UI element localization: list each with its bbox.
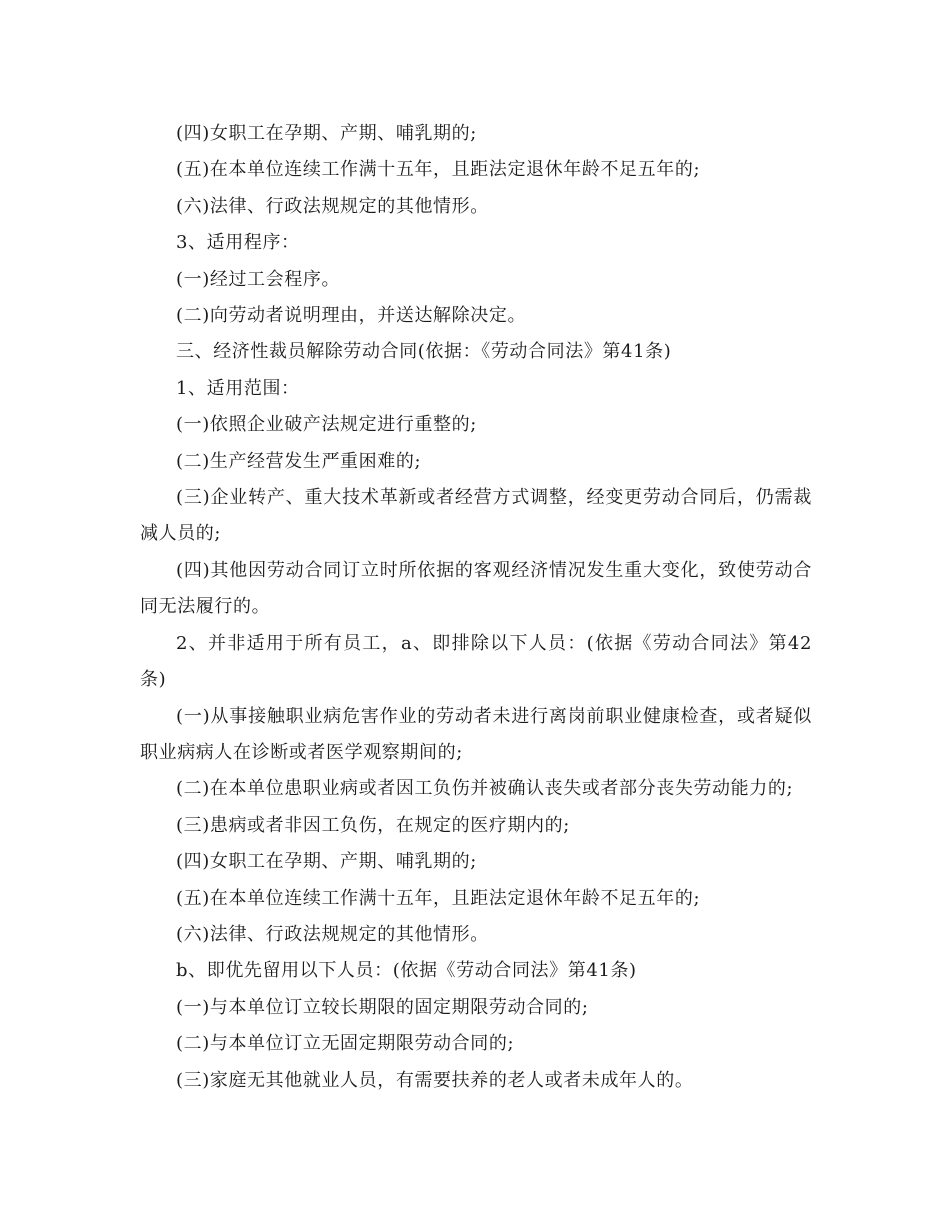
paragraph: (五)在本单位连续工作满十五年，且距法定退休年龄不足五年的; bbox=[176, 887, 701, 909]
paragraph: (三)患病或者非因工负伤，在规定的医疗期内的; bbox=[176, 814, 570, 836]
paragraph: (六)法律、行政法规规定的其他情形。 bbox=[176, 195, 489, 217]
paragraph: (二)向劳动者说明理由，并送达解除决定。 bbox=[176, 305, 527, 327]
paragraph: 1、适用范围： bbox=[176, 377, 300, 399]
section-heading: 三、经济性裁员解除劳动合同(依据：《劳动合同法》第41条) bbox=[176, 341, 672, 363]
paragraph: 3、适用程序： bbox=[176, 232, 300, 254]
paragraph: (三)家庭无其他就业人员，有需要扶养的老人或者未成年人的。 bbox=[176, 1069, 694, 1091]
paragraph: (一)从事接触职业病危害作业的劳动者未进行离岗前职业健康检查，或者疑似职业病病人在诊断或者医学观察期间的; bbox=[140, 705, 812, 763]
document-body bbox=[140, 116, 812, 1099]
paragraph: 2、并非适用于所有员工，a、即排除以下人员：(依据《劳动合同法》第42条) bbox=[140, 632, 812, 691]
paragraph: b、即优先留用以下人员：(依据《劳动合同法》第41条) bbox=[176, 960, 637, 982]
paragraph: (六)法律、行政法规规定的其他情形。 bbox=[176, 923, 489, 945]
paragraph: (二)在本单位患职业病或者因工负伤并被确认丧失或者部分丧失劳动能力的; bbox=[176, 778, 794, 800]
paragraph: (一)与本单位订立较长期限的固定期限劳动合同的; bbox=[176, 996, 589, 1018]
paragraph: (二)生产经营发生严重困难的; bbox=[176, 450, 422, 472]
paragraph: (四)其他因劳动合同订立时所依据的客观经济情况发生重大变化，致使劳动合同无法履行的。 bbox=[140, 559, 812, 618]
paragraph: (五)在本单位连续工作满十五年，且距法定退休年龄不足五年的; bbox=[176, 159, 701, 181]
paragraph: (一)经过工会程序。 bbox=[176, 268, 341, 290]
paragraph: (四)女职工在孕期、产期、哺乳期的; bbox=[176, 123, 477, 144]
paragraph: (二)与本单位订立无固定期限劳动合同的; bbox=[176, 1033, 515, 1055]
paragraph: (四)女职工在孕期、产期、哺乳期的; bbox=[176, 851, 477, 873]
paragraph: (三)企业转产、重大技术革新或者经营方式调整，经变更劳动合同后，仍需裁减人员的; bbox=[140, 487, 812, 545]
paragraph: (一)依照企业破产法规定进行重整的; bbox=[176, 414, 477, 436]
